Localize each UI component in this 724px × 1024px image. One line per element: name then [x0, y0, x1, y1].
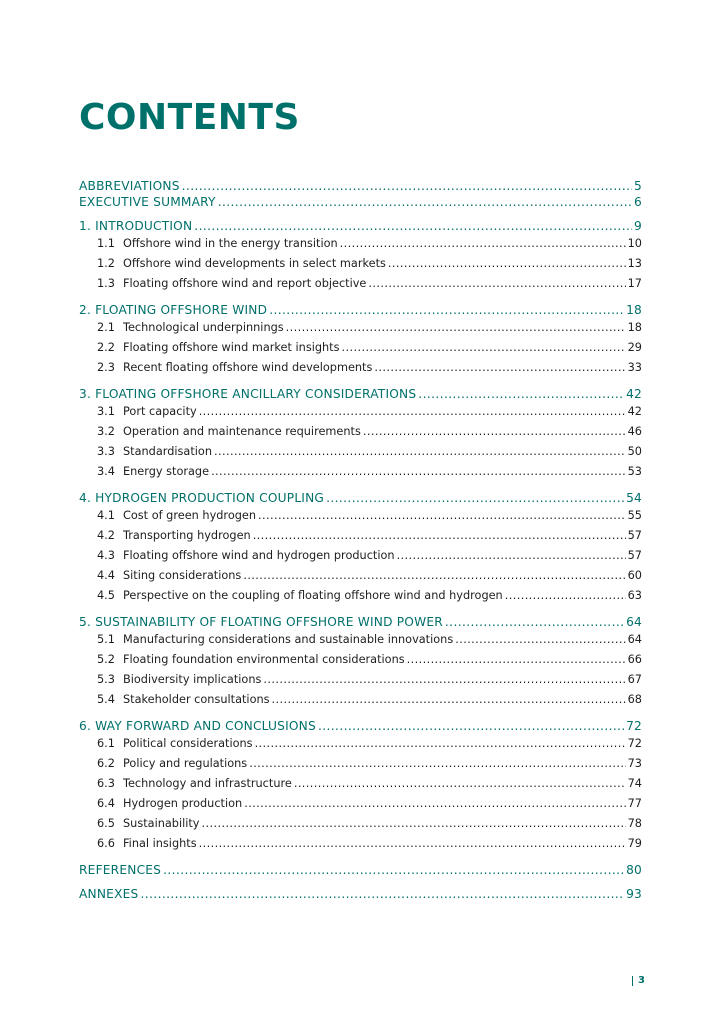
toc-entry-number: 3.4: [97, 465, 115, 478]
toc-page-number: 78: [627, 817, 642, 830]
toc-entry-number: 4.2: [97, 529, 115, 542]
page-footer: [632, 975, 645, 986]
toc-entry-number: 5.2: [97, 653, 115, 666]
toc-entry-title: Offshore wind in the energy transition: [123, 237, 338, 250]
toc-subsection-entry[interactable]: [79, 274, 642, 294]
toc-entry-title: Floating offshore wind and hydrogen production: [123, 549, 395, 562]
toc-section-entry[interactable]: [79, 614, 642, 630]
toc-entry-number: 5.3: [97, 673, 115, 686]
toc-entry-label: 5. SUSTAINABILITY OF FLOATING OFFSHORE WIND POWER: [79, 615, 443, 629]
toc-page-number: 53: [627, 465, 642, 478]
toc-subsection-entry[interactable]: [79, 318, 642, 338]
toc-entry-label: EXECUTIVE SUMMARY: [79, 195, 216, 209]
toc-entry-label: [97, 566, 241, 586]
toc-entry-label: ABBREVIATIONS: [79, 179, 180, 193]
toc-entry-number: 5.1: [97, 633, 115, 646]
toc-entry-title: Transporting hydrogen: [123, 529, 251, 542]
toc-entry-label: [97, 402, 197, 422]
toc-section-entry[interactable]: [79, 218, 642, 234]
toc-entry-title: Siting considerations: [123, 569, 242, 582]
toc-entry-label: [97, 630, 453, 650]
toc-entry-title: Sustainability: [123, 817, 200, 830]
toc-page-number: 10: [627, 237, 642, 250]
toc-entry-title: Operation and maintenance requirements: [123, 425, 361, 438]
toc-entry-number: 1.3: [97, 277, 115, 290]
toc-entry-title: Floating offshore wind and report objective: [123, 277, 367, 290]
toc-dot-leader: [243, 566, 625, 586]
toc-entry-number: 2.3: [97, 361, 115, 374]
toc-entry-number: 6.3: [97, 777, 115, 790]
toc-dot-leader: [194, 218, 632, 234]
toc-page-number: 33: [627, 361, 642, 374]
toc-subsection-entry[interactable]: [79, 734, 642, 754]
toc-entry-title: Standardisation: [123, 445, 212, 458]
toc-page-number: 57: [627, 529, 642, 542]
toc-dot-leader: [388, 254, 626, 274]
toc-dot-leader: [294, 774, 626, 794]
toc-subsection-entry[interactable]: [79, 566, 642, 586]
toc-entry-label: [97, 690, 270, 710]
toc-page-number: 60: [627, 569, 642, 582]
page-title: CONTENTS: [79, 97, 300, 138]
toc-page-number: 72: [626, 719, 642, 733]
toc-entry-title: Policy and regulations: [123, 757, 248, 770]
toc-subsection-entry[interactable]: [79, 794, 642, 814]
toc-dot-leader: [326, 490, 624, 506]
toc-entry-label: [97, 670, 261, 690]
toc-entry-label: 2. FLOATING OFFSHORE WIND: [79, 303, 268, 317]
toc-dot-leader: [505, 586, 626, 606]
toc-page-number: 67: [627, 673, 642, 686]
toc-section-entry[interactable]: [79, 862, 642, 878]
toc-page-number: 18: [626, 303, 642, 317]
toc-entry-label: [97, 506, 256, 526]
table-of-contents: [79, 178, 642, 902]
toc-dot-leader: [340, 234, 626, 254]
toc-subsection-entry[interactable]: [79, 462, 642, 482]
toc-page-number: 50: [627, 445, 642, 458]
toc-dot-leader: [363, 422, 626, 442]
toc-page-number: 64: [626, 615, 642, 629]
toc-entry-number: 2.1: [97, 321, 115, 334]
toc-dot-leader: [214, 442, 626, 462]
toc-dot-leader: [407, 650, 626, 670]
toc-page-number: 9: [634, 219, 642, 233]
toc-dot-leader: [418, 386, 624, 402]
toc-section-entry[interactable]: [79, 386, 642, 402]
toc-entry-number: 4.3: [97, 549, 115, 562]
toc-page-number: 54: [626, 491, 642, 505]
toc-entry-title: Biodiversity implications: [123, 673, 262, 686]
toc-entry-label: [97, 814, 200, 834]
toc-entry-label: [97, 442, 212, 462]
toc-entry-label: 3. FLOATING OFFSHORE ANCILLARY CONSIDERATIONS: [79, 387, 417, 401]
toc-entry-label: [97, 734, 253, 754]
toc-page-number: 46: [627, 425, 642, 438]
toc-subsection-entry[interactable]: [79, 442, 642, 462]
toc-entry-title: Hydrogen production: [123, 797, 243, 810]
toc-dot-leader: [286, 318, 626, 338]
toc-entry-label: [97, 358, 372, 378]
page-number: 3: [638, 975, 645, 986]
toc-entry-number: 1.2: [97, 257, 115, 270]
toc-page-number: 5: [634, 179, 642, 193]
toc-section-entry[interactable]: [79, 886, 642, 902]
toc-entry-number: 1.1: [97, 237, 115, 250]
toc-entry-label: [97, 526, 251, 546]
toc-subsection-entry[interactable]: [79, 402, 642, 422]
footer-divider: [632, 976, 633, 986]
toc-page-number: 68: [627, 693, 642, 706]
toc-entry-number: 2.2: [97, 341, 115, 354]
toc-section-entry[interactable]: [79, 490, 642, 506]
toc-entry-number: 6.5: [97, 817, 115, 830]
toc-page-number: 6: [634, 195, 642, 209]
toc-entry-label: [97, 650, 405, 670]
toc-page-number: 57: [627, 549, 642, 562]
toc-dot-leader: [163, 862, 624, 878]
toc-entry-number: 5.4: [97, 693, 115, 706]
toc-subsection-entry[interactable]: [79, 526, 642, 546]
toc-section-entry[interactable]: [79, 302, 642, 318]
toc-dot-leader: [368, 274, 625, 294]
toc-entry-label: [97, 774, 292, 794]
toc-entry-number: 6.1: [97, 737, 115, 750]
toc-entry-title: Final insights: [123, 837, 197, 850]
toc-page-number: 42: [626, 387, 642, 401]
toc-entry-label: [97, 834, 197, 854]
toc-entry-label: [97, 234, 338, 254]
toc-entry-title: Cost of green hydrogen: [123, 509, 257, 522]
toc-entry-label: [97, 338, 340, 358]
toc-entry-label: [97, 274, 366, 294]
toc-subsection-entry[interactable]: [79, 586, 642, 606]
toc-dot-leader: [255, 734, 626, 754]
toc-section-entry[interactable]: [79, 194, 642, 210]
toc-dot-leader: [211, 462, 626, 482]
toc-subsection-entry[interactable]: [79, 630, 642, 650]
toc-page-number: 29: [627, 341, 642, 354]
toc-dot-leader: [244, 794, 625, 814]
toc-entry-title: Floating foundation environmental considerations: [123, 653, 405, 666]
toc-dot-leader: [263, 670, 625, 690]
toc-entry-title: Manufacturing considerations and sustainable innovations: [123, 633, 454, 646]
toc-dot-leader: [182, 178, 632, 194]
toc-subsection-entry[interactable]: [79, 650, 642, 670]
toc-dot-leader: [202, 814, 626, 834]
toc-subsection-entry[interactable]: [79, 754, 642, 774]
toc-page-number: 74: [627, 777, 642, 790]
toc-page-number: 63: [627, 589, 642, 602]
toc-dot-leader: [199, 402, 626, 422]
toc-dot-leader: [269, 302, 624, 318]
toc-dot-leader: [318, 718, 624, 734]
toc-page-number: 13: [627, 257, 642, 270]
toc-page-number: 80: [626, 863, 642, 877]
toc-entry-number: 4.1: [97, 509, 115, 522]
toc-subsection-entry[interactable]: [79, 690, 642, 710]
toc-subsection-entry[interactable]: [79, 422, 642, 442]
toc-dot-leader: [253, 526, 626, 546]
toc-entry-label: [97, 546, 395, 566]
toc-section-entry[interactable]: [79, 718, 642, 734]
toc-entry-title: Offshore wind developments in select markets: [123, 257, 386, 270]
toc-entry-number: 4.4: [97, 569, 115, 582]
toc-subsection-entry[interactable]: [79, 546, 642, 566]
toc-entry-label: [97, 422, 361, 442]
toc-entry-number: 6.2: [97, 757, 115, 770]
toc-page-number: 66: [627, 653, 642, 666]
toc-entry-title: Recent floating offshore wind developments: [123, 361, 373, 374]
toc-page-number: 17: [627, 277, 642, 290]
toc-page-number: 64: [627, 633, 642, 646]
toc-page-number: 93: [626, 887, 642, 901]
toc-entry-label: 4. HYDROGEN PRODUCTION COUPLING: [79, 491, 325, 505]
toc-subsection-entry[interactable]: [79, 254, 642, 274]
toc-entry-label: [97, 754, 247, 774]
toc-entry-label: [97, 318, 284, 338]
toc-entry-label: ANNEXES: [79, 887, 139, 901]
toc-entry-label: [97, 254, 386, 274]
toc-entry-title: Political considerations: [123, 737, 253, 750]
toc-dot-leader: [342, 338, 626, 358]
toc-subsection-entry[interactable]: [79, 814, 642, 834]
toc-dot-leader: [199, 834, 626, 854]
toc-subsection-entry[interactable]: [79, 338, 642, 358]
toc-subsection-entry[interactable]: [79, 834, 642, 854]
toc-entry-title: Floating offshore wind market insights: [123, 341, 340, 354]
toc-dot-leader: [140, 886, 624, 902]
toc-dot-leader: [258, 506, 626, 526]
toc-entry-title: Technology and infrastructure: [123, 777, 292, 790]
toc-dot-leader: [374, 358, 625, 378]
toc-page-number: 79: [627, 837, 642, 850]
toc-page-number: 73: [627, 757, 642, 770]
toc-entry-number: 6.6: [97, 837, 115, 850]
toc-dot-leader: [397, 546, 626, 566]
toc-entry-number: 6.4: [97, 797, 115, 810]
toc-entry-number: 3.1: [97, 405, 115, 418]
toc-subsection-entry[interactable]: [79, 670, 642, 690]
toc-entry-label: REFERENCES: [79, 863, 162, 877]
toc-entry-title: Technological underpinnings: [123, 321, 284, 334]
toc-entry-title: Port capacity: [123, 405, 197, 418]
toc-dot-leader: [455, 630, 625, 650]
toc-page-number: 72: [627, 737, 642, 750]
toc-subsection-entry[interactable]: [79, 234, 642, 254]
toc-dot-leader: [445, 614, 624, 630]
toc-entry-label: 1. INTRODUCTION: [79, 219, 193, 233]
toc-subsection-entry[interactable]: [79, 774, 642, 794]
toc-entry-number: 3.3: [97, 445, 115, 458]
toc-entry-label: [97, 462, 209, 482]
toc-dot-leader: [249, 754, 625, 774]
toc-page-number: 18: [627, 321, 642, 334]
toc-entry-title: Perspective on the coupling of floating offshore wind and hydrogen: [123, 589, 503, 602]
toc-subsection-entry[interactable]: [79, 358, 642, 378]
toc-page-number: 42: [627, 405, 642, 418]
toc-entry-label: 6. WAY FORWARD AND CONCLUSIONS: [79, 719, 316, 733]
toc-entry-title: Stakeholder consultations: [123, 693, 270, 706]
toc-entry-number: 3.2: [97, 425, 115, 438]
toc-entry-label: [97, 794, 242, 814]
toc-page-number: 77: [627, 797, 642, 810]
toc-subsection-entry[interactable]: [79, 506, 642, 526]
toc-entry-number: 4.5: [97, 589, 115, 602]
toc-dot-leader: [272, 690, 626, 710]
toc-dot-leader: [218, 194, 632, 210]
toc-entry-title: Energy storage: [123, 465, 210, 478]
toc-section-entry[interactable]: [79, 178, 642, 194]
toc-entry-label: [97, 586, 503, 606]
toc-page-number: 55: [627, 509, 642, 522]
